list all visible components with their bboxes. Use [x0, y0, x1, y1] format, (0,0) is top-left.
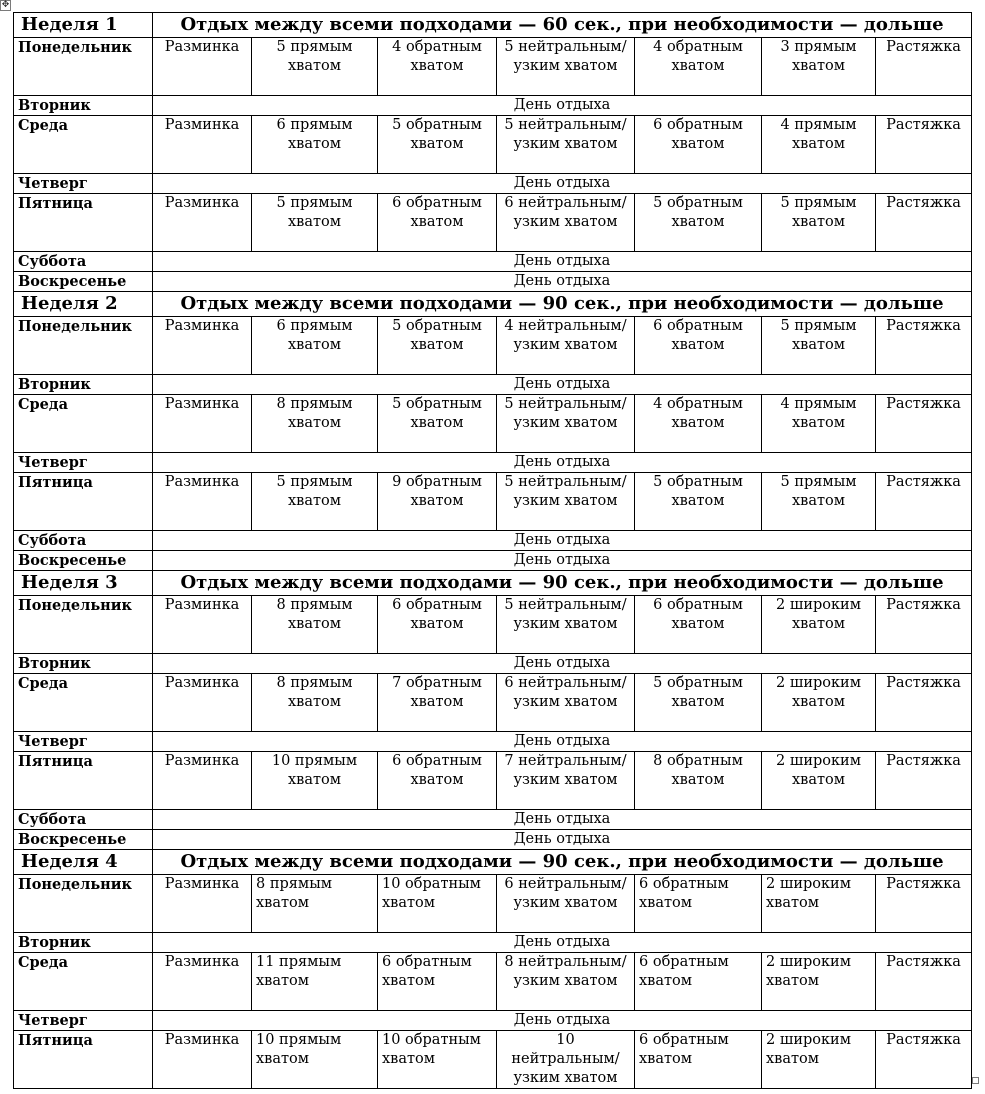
exercise-cell: 5 прямым хватом: [762, 473, 876, 531]
week-rest-note: Отдых между всеми подходами — 60 сек., при необходимости — дольше: [153, 13, 972, 38]
exercise-cell: Разминка: [153, 38, 252, 96]
training-day-row: [14, 116, 972, 174]
table-move-handle-icon[interactable]: ✥: [1, 0, 10, 10]
exercise-cell: 4 прямым хватом: [762, 116, 876, 174]
exercise-cell: 10 прямым хватом: [252, 752, 378, 810]
day-name: Понедельник: [14, 875, 153, 933]
rest-day-row: [14, 174, 972, 194]
exercise-cell: 5 нейтральным/ узким хватом: [497, 473, 635, 531]
exercise-cell: 6 обратным хватом: [378, 953, 497, 1011]
exercise-cell: 4 прямым хватом: [762, 395, 876, 453]
rest-day-row: [14, 453, 972, 473]
exercise-cell: 10 прямым хватом: [252, 1031, 378, 1089]
exercise-cell: 5 нейтральным/ узким хватом: [497, 38, 635, 96]
exercise-cell: Разминка: [153, 674, 252, 732]
exercise-cell: 5 прямым хватом: [252, 38, 378, 96]
exercise-cell: 8 прямым хватом: [252, 395, 378, 453]
rest-day-cell: День отдыха: [153, 252, 972, 272]
day-name: Суббота: [14, 810, 153, 830]
exercise-cell: 6 нейтральным/ узким хватом: [497, 194, 635, 252]
week-label: Неделя 3: [14, 571, 153, 596]
exercise-cell: Разминка: [153, 1031, 252, 1089]
day-name: Воскресенье: [14, 830, 153, 850]
exercise-cell: 3 прямым хватом: [762, 38, 876, 96]
day-name: Вторник: [14, 375, 153, 395]
exercise-cell: Растяжка: [876, 596, 972, 654]
training-day-row: [14, 38, 972, 96]
training-day-row: [14, 395, 972, 453]
day-name: Понедельник: [14, 38, 153, 96]
exercise-cell: Растяжка: [876, 875, 972, 933]
day-name: Пятница: [14, 473, 153, 531]
week-header-row: [14, 850, 972, 875]
exercise-cell: 6 обратным хватом: [378, 194, 497, 252]
exercise-cell: Растяжка: [876, 752, 972, 810]
exercise-cell: Растяжка: [876, 116, 972, 174]
exercise-cell: Разминка: [153, 194, 252, 252]
day-name: Суббота: [14, 531, 153, 551]
day-name: Пятница: [14, 1031, 153, 1089]
exercise-cell: 5 прямым хватом: [252, 473, 378, 531]
exercise-cell: 6 нейтральным/ узким хватом: [497, 875, 635, 933]
exercise-cell: 8 прямым хватом: [252, 596, 378, 654]
day-name: Пятница: [14, 752, 153, 810]
training-day-row: [14, 752, 972, 810]
exercise-cell: Растяжка: [876, 674, 972, 732]
rest-day-row: [14, 252, 972, 272]
exercise-cell: 9 обратным хватом: [378, 473, 497, 531]
exercise-cell: Разминка: [153, 116, 252, 174]
rest-day-row: [14, 732, 972, 752]
day-name: Вторник: [14, 933, 153, 953]
rest-day-cell: День отдыха: [153, 375, 972, 395]
exercise-cell: 2 широким хватом: [762, 752, 876, 810]
exercise-cell: Разминка: [153, 596, 252, 654]
exercise-cell: 4 обратным хватом: [378, 38, 497, 96]
rest-day-row: [14, 531, 972, 551]
exercise-cell: 5 обратным хватом: [378, 116, 497, 174]
exercise-cell: 5 обратным хватом: [635, 674, 762, 732]
training-day-row: [14, 953, 972, 1011]
exercise-cell: 4 обратным хватом: [635, 395, 762, 453]
exercise-cell: 8 обратным хватом: [635, 752, 762, 810]
exercise-cell: 2 широким хватом: [762, 674, 876, 732]
exercise-cell: 10 нейтральным/ узким хватом: [497, 1031, 635, 1089]
table-resize-handle-icon[interactable]: [972, 1077, 979, 1084]
rest-day-cell: День отдыха: [153, 1011, 972, 1031]
day-name: Среда: [14, 674, 153, 732]
exercise-cell: 6 обратным хватом: [635, 116, 762, 174]
week-label: Неделя 2: [14, 292, 153, 317]
exercise-cell: Разминка: [153, 752, 252, 810]
rest-day-cell: День отдыха: [153, 453, 972, 473]
rest-day-cell: День отдыха: [153, 551, 972, 571]
exercise-cell: Растяжка: [876, 317, 972, 375]
day-name: Четверг: [14, 174, 153, 194]
day-name: Понедельник: [14, 596, 153, 654]
week-header-row: [14, 13, 972, 38]
exercise-cell: 2 широким хватом: [762, 596, 876, 654]
day-name: Среда: [14, 953, 153, 1011]
training-day-row: [14, 1031, 972, 1089]
day-name: Среда: [14, 395, 153, 453]
training-day-row: [14, 596, 972, 654]
exercise-cell: Растяжка: [876, 1031, 972, 1089]
day-name: Понедельник: [14, 317, 153, 375]
exercise-cell: Разминка: [153, 875, 252, 933]
rest-day-row: [14, 810, 972, 830]
rest-day-cell: День отдыха: [153, 830, 972, 850]
exercise-cell: 5 прямым хватом: [252, 194, 378, 252]
day-name: Вторник: [14, 96, 153, 116]
day-name: Четверг: [14, 732, 153, 752]
exercise-cell: Растяжка: [876, 953, 972, 1011]
rest-day-row: [14, 272, 972, 292]
exercise-cell: 6 обратным хватом: [635, 317, 762, 375]
day-name: Вторник: [14, 654, 153, 674]
exercise-cell: 5 прямым хватом: [762, 317, 876, 375]
rest-day-row: [14, 654, 972, 674]
exercise-cell: Разминка: [153, 395, 252, 453]
training-plan-table: [13, 12, 972, 1089]
training-day-row: [14, 875, 972, 933]
rest-day-cell: День отдыха: [153, 654, 972, 674]
exercise-cell: 5 нейтральным/ узким хватом: [497, 395, 635, 453]
rest-day-row: [14, 551, 972, 571]
exercise-cell: Разминка: [153, 473, 252, 531]
day-name: Пятница: [14, 194, 153, 252]
exercise-cell: 5 обратным хватом: [378, 317, 497, 375]
exercise-cell: 10 обратным хватом: [378, 1031, 497, 1089]
exercise-cell: 2 широким хватом: [762, 953, 876, 1011]
exercise-cell: 6 обратным хватом: [378, 596, 497, 654]
exercise-cell: 5 прямым хватом: [762, 194, 876, 252]
exercise-cell: 2 широким хватом: [762, 1031, 876, 1089]
week-header-row: [14, 571, 972, 596]
rest-day-cell: День отдыха: [153, 732, 972, 752]
day-name: Четверг: [14, 453, 153, 473]
exercise-cell: 6 обратным хватом: [378, 752, 497, 810]
exercise-cell: 6 обратным хватом: [635, 875, 762, 933]
exercise-cell: 5 обратным хватом: [635, 194, 762, 252]
exercise-cell: 6 прямым хватом: [252, 116, 378, 174]
exercise-cell: 11 прямым хватом: [252, 953, 378, 1011]
rest-day-cell: День отдыха: [153, 96, 972, 116]
week-rest-note: Отдых между всеми подходами — 90 сек., при необходимости — дольше: [153, 571, 972, 596]
exercise-cell: 5 обратным хватом: [635, 473, 762, 531]
exercise-cell: Растяжка: [876, 473, 972, 531]
rest-day-cell: День отдыха: [153, 933, 972, 953]
exercise-cell: 6 обратным хватом: [635, 1031, 762, 1089]
rest-day-row: [14, 933, 972, 953]
week-label: Неделя 1: [14, 13, 153, 38]
rest-day-row: [14, 830, 972, 850]
exercise-cell: 4 нейтральным/ узким хватом: [497, 317, 635, 375]
exercise-cell: Растяжка: [876, 194, 972, 252]
training-day-row: [14, 194, 972, 252]
rest-day-row: [14, 375, 972, 395]
exercise-cell: 7 обратным хватом: [378, 674, 497, 732]
exercise-cell: 5 нейтральным/ узким хватом: [497, 116, 635, 174]
exercise-cell: Растяжка: [876, 38, 972, 96]
exercise-cell: 6 прямым хватом: [252, 317, 378, 375]
training-day-row: [14, 674, 972, 732]
day-name: Воскресенье: [14, 551, 153, 571]
exercise-cell: 6 нейтральным/ узким хватом: [497, 674, 635, 732]
exercise-cell: 7 нейтральным/ узким хватом: [497, 752, 635, 810]
exercise-cell: 8 нейтральным/ узким хватом: [497, 953, 635, 1011]
exercise-cell: 8 прямым хватом: [252, 875, 378, 933]
training-day-row: [14, 473, 972, 531]
week-rest-note: Отдых между всеми подходами — 90 сек., при необходимости — дольше: [153, 850, 972, 875]
exercise-cell: 6 обратным хватом: [635, 596, 762, 654]
day-name: Суббота: [14, 252, 153, 272]
rest-day-row: [14, 1011, 972, 1031]
day-name: Воскресенье: [14, 272, 153, 292]
rest-day-cell: День отдыха: [153, 272, 972, 292]
exercise-cell: 6 обратным хватом: [635, 953, 762, 1011]
training-day-row: [14, 317, 972, 375]
exercise-cell: 4 обратным хватом: [635, 38, 762, 96]
rest-day-cell: День отдыха: [153, 531, 972, 551]
rest-day-cell: День отдыха: [153, 174, 972, 194]
week-header-row: [14, 292, 972, 317]
week-label: Неделя 4: [14, 850, 153, 875]
exercise-cell: 5 обратным хватом: [378, 395, 497, 453]
exercise-cell: Растяжка: [876, 395, 972, 453]
exercise-cell: 8 прямым хватом: [252, 674, 378, 732]
exercise-cell: 5 нейтральным/ узким хватом: [497, 596, 635, 654]
day-name: Четверг: [14, 1011, 153, 1031]
exercise-cell: Разминка: [153, 317, 252, 375]
exercise-cell: Разминка: [153, 953, 252, 1011]
training-plan-body: [14, 13, 972, 1089]
rest-day-cell: День отдыха: [153, 810, 972, 830]
exercise-cell: 10 обратным хватом: [378, 875, 497, 933]
rest-day-row: [14, 96, 972, 116]
week-rest-note: Отдых между всеми подходами — 90 сек., при необходимости — дольше: [153, 292, 972, 317]
exercise-cell: 2 широким хватом: [762, 875, 876, 933]
day-name: Среда: [14, 116, 153, 174]
